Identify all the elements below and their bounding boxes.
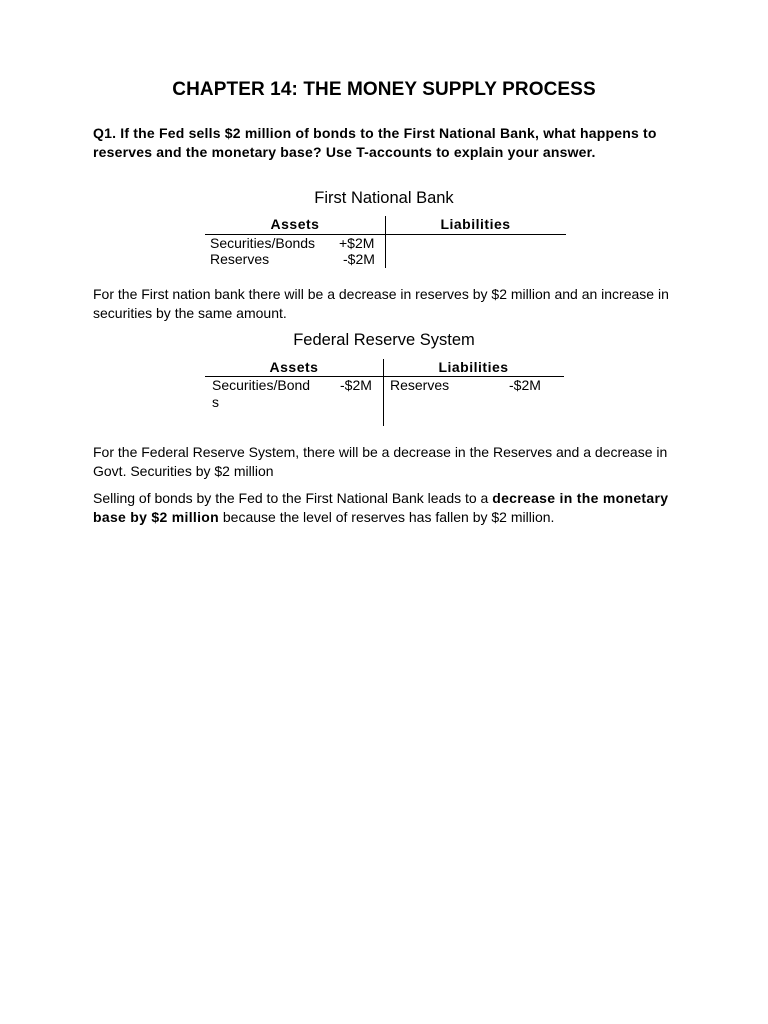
fed-asset-value: -$2M: [340, 377, 372, 393]
conclusion-paragraph: [93, 489, 683, 526]
bank-asset-value: +$2M: [339, 235, 375, 251]
bank-asset-item: Securities/Bonds: [210, 235, 316, 251]
fed-asset-item: Securities/Bond: [212, 377, 311, 393]
fed-assets-header: Assets: [269, 359, 319, 375]
conclusion-emphasis: decrease in the monetary base by $2 million: [93, 490, 669, 525]
bank-asset-value: -$2M: [343, 251, 375, 267]
bank-assets-header: Assets: [270, 216, 320, 232]
conclusion-text-end: because the level of reserves has fallen by $2 million.: [219, 508, 555, 525]
fed-explanation: For the Federal Reserve System, there will be a decrease in the Reserves and a decrease in Govt. Securities by $2 million: [93, 444, 668, 479]
fed-account-heading: Federal Reserve System: [293, 331, 475, 349]
bank-asset-item: Reserves: [210, 251, 270, 267]
fed-t-account: [205, 359, 564, 427]
page-title: CHAPTER 14: THE MONEY SUPPLY PROCESS: [172, 79, 596, 100]
bank-t-account: [205, 216, 566, 270]
question-text: Q1. If the Fed sells $2 million of bonds to the First National Bank, what happens to reserves and the monetary base? Use T-accounts to explain your answer.: [93, 125, 657, 160]
fed-liability-value: -$2M: [509, 377, 541, 393]
fed-liabilities-header: Liabilities: [438, 359, 509, 375]
fed-liability-item: Reserves: [390, 377, 450, 393]
bank-explanation: For the First nation bank there will be a decrease in reserves by $2 million and an increase in securities by the same amount.: [93, 286, 669, 321]
bank-t-vertical-rule: [385, 216, 386, 268]
bank-liabilities-header: Liabilities: [440, 216, 511, 232]
fed-t-vertical-rule: [383, 359, 384, 426]
conclusion-text-start: Selling of bonds by the Fed to the First National Bank leads to a: [93, 490, 493, 506]
fed-asset-item-wrap: s: [212, 394, 219, 410]
bank-account-heading: First National Bank: [314, 189, 454, 207]
